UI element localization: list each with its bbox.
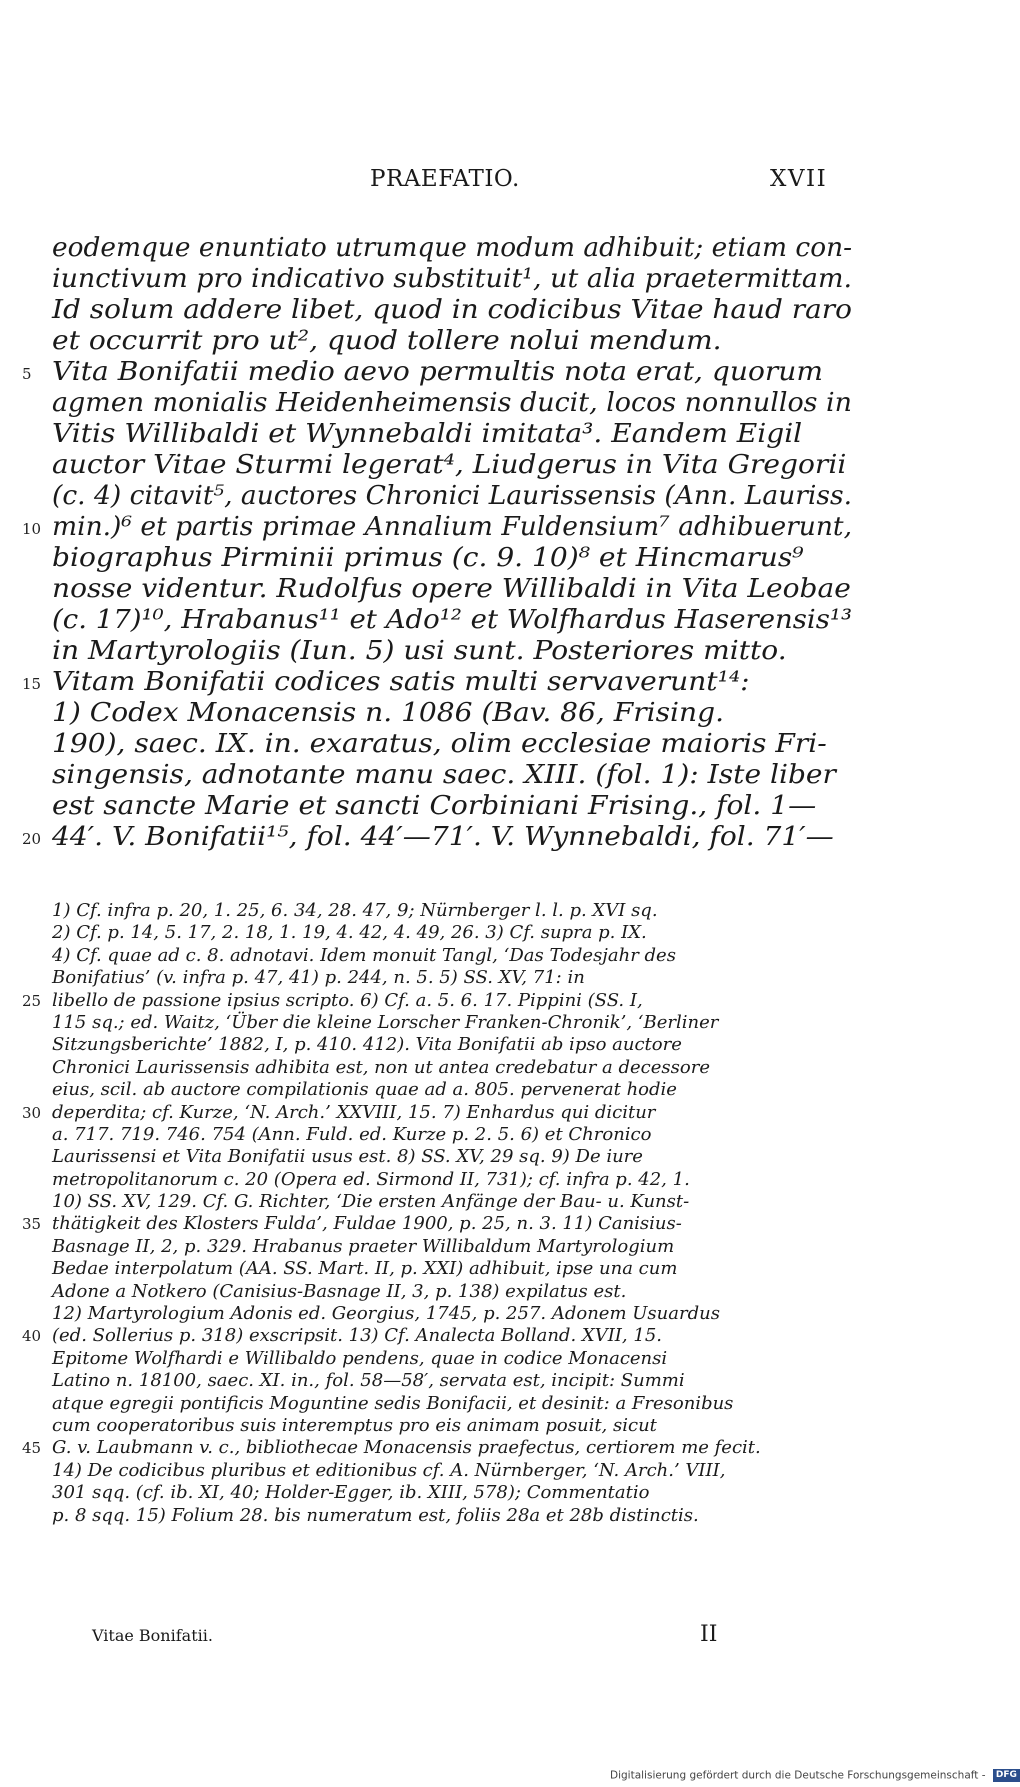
footnote-text: Basnage II, 2, p. 329. Hrabanus praeter Willibaldum Martyrologium [52,1235,675,1257]
text-line [52,419,852,450]
line-text: auctor Vitae Sturmi legerat⁴, Liudgerus in Vita Gregorii [52,450,847,480]
line-number: 30 [22,1103,42,1122]
footnote-line [52,900,852,922]
footnote-text: 2) Cf. p. 14, 5. 17, 2. 18, 1. 19, 4. 42, 4. 49, 26. 3) Cf. supra p. IX. [52,922,647,944]
footnote-line [52,1370,852,1392]
footnote-line [52,1034,852,1056]
main-text [22,233,853,853]
line-number: 15 [22,675,42,693]
footnote-line [52,1079,852,1101]
footnote-text: atque egregii pontificis Moguntine sedis Bonifacii, et desinit: a Fresonibus [52,1392,734,1414]
page-title: PRAEFATIO. [370,166,520,192]
line-text: (c. 17)¹⁰, Hrabanus¹¹ et Ado¹² et Wolfhardus Haserensis¹³ [52,605,852,635]
footnote-text: 10) SS. XV, 129. Cf. G. Richter, ‘Die ersten Anfänge der Bau- u. Kunst- [52,1191,690,1213]
line-text: agmen monialis Heidenheimensis ducit, locos nonnullos in [52,388,852,418]
footnote-text: p. 8 sqq. 15) Folium 28. bis numeratum est, foliis 28a et 28b distinctis. [52,1504,699,1526]
footnote-text: 12) Martyrologium Adonis ed. Georgius, 1745, p. 257. Adonem Usuardus [52,1303,720,1325]
text-line [52,264,852,295]
text-line [22,512,852,543]
footnote-line [52,1057,852,1079]
footnote-line [52,1124,852,1146]
line-text: 44′. V. Bonifatii¹⁵, fol. 44′—71′. V. Wynnebaldi, fol. 71′— [52,822,834,852]
footnote-text: Laurissensi et Vita Bonifatii usus est. 8) SS. XV, 29 sq. 9) De iure [52,1146,643,1168]
line-text: (c. 4) citavit⁵, auctores Chronici Laurissensis (Ann. Lauriss. [52,481,853,511]
footnote-line [22,1101,852,1124]
footnote-text: libello de passione ipsius scripto. 6) Cf. a. 5. 6. 17. Pippini (SS. I, [52,989,643,1011]
text-line [52,388,852,419]
line-number: 40 [22,1327,42,1346]
footnote-line [52,1505,852,1527]
line-number: 10 [22,520,42,538]
text-line [52,791,852,822]
line-text: Vitis Willibaldi et Wynnebaldi imitata³. Eandem Eigil [52,419,803,449]
line-text: nosse videntur. Rudolfus opere Willibaldi in Vita Leobae [52,574,851,604]
signature-mark: Vitae Bonifatii. [92,1626,213,1645]
line-text: 190), saec. IX. in. exaratus, olim ecclesiae maioris Fri- [52,729,827,759]
page-footer [0,1622,1000,1648]
line-text: in Martyrologiis (Iun. 5) usi sunt. Posteriores mitto. [52,636,787,666]
footnote-line [52,1348,852,1370]
footnote-line [22,1213,852,1235]
footnote-text: Bedae interpolatum (AA. SS. Mart. II, p. XXI) adhibuit, ipse una cum [52,1258,678,1280]
text-line [52,233,852,264]
line-number: 20 [22,830,42,848]
line-text: est sancte Marie et sancti Corbiniani Frising., fol. 1— [52,791,817,821]
line-number: 25 [22,991,42,1010]
footnote-line [52,1415,852,1437]
footnote-text: Epitome Wolfhardi e Willibaldo pendens, quae in codice Monacensi [52,1347,668,1369]
text-line [52,450,852,481]
footnote-line [22,989,852,1012]
footnote-line [52,1303,852,1325]
line-text: iunctivum pro indicativo substituit¹, ut alia praetermittam. [52,264,852,294]
footnote-line [52,1460,852,1482]
footnote-text: Latino n. 18100, saec. XI. in., fol. 58—58′, servata est, incipit: Summi [52,1370,685,1392]
footnote-text: 14) De codicibus pluribus et editionibus cf. A. Nürnberger, ‘N. Arch.’ VIII, [52,1459,726,1481]
line-text: eodemque enuntiato utrumque modum adhibuit; etiam con- [52,233,852,263]
footnote-text: metropolitanorum c. 20 (Opera ed. Sirmond II, 731); cf. infra p. 42, 1. [52,1168,690,1190]
footnote-text: 4) Cf. quae ad c. 8. adnotavi. Idem monuit Tangl, ‘Das Todesjahr des [52,944,676,966]
line-text: min.)⁶ et partis primae Annalium Fuldensium⁷ adhibuerunt, [52,512,852,542]
footnote-text: cum cooperatoribus suis interemptus pro eis animam posuit, sicut [52,1414,657,1436]
page-number: XVII [770,166,828,192]
text-line [52,543,852,574]
footnote-text: Adone a Notkero (Canisius-Basnage II, 3, p. 138) expilatus est. [52,1280,627,1302]
line-text: biographus Pirminii primus (c. 9. 10)⁸ et Hincmarus⁹ [52,543,804,573]
footnote-text: Bonifatius’ (v. infra p. 47, 41) p. 244, n. 5. 5) SS. XV, 71: in [52,967,585,989]
text-line [22,667,852,698]
footnote-text: 115 sq.; ed. Waitz, ‘Über die kleine Lorscher Franken-Chronik’, ‘Berliner [52,1011,719,1033]
footnote-line [52,922,852,944]
footnote-text: eius, scil. ab auctore compilationis quae ad a. 805. pervenerat hodie [52,1079,677,1101]
footnote-text: thätigkeit des Klosters Fulda’, Fuldae 1900, p. 25, n. 3. 11) Canisius- [52,1213,682,1235]
text-line [52,481,852,512]
footnote-line [52,1236,852,1258]
footnote-line [52,945,852,967]
line-text: Vita Bonifatii medio aevo permultis nota erat, quorum [52,357,823,387]
footnote-line [52,1169,852,1191]
line-number: 5 [22,365,32,383]
digitization-credit [610,1769,1020,1785]
footnotes [22,900,852,1527]
footnote-line [52,1191,852,1213]
footnote-text: (ed. Sollerius p. 318) exscripsit. 13) Cf. Analecta Bolland. XVII, 15. [52,1325,662,1347]
line-text: 1) Codex Monacensis n. 1086 (Bav. 86, Frising. [52,698,725,728]
footnote-line [52,1281,852,1303]
footnote-line [52,967,852,989]
footnote-line [22,1437,852,1459]
footnote-text: a. 717. 719. 746. 754 (Ann. Fuld. ed. Kurze p. 2. 5. 6) et Chronico [52,1123,652,1145]
text-line [52,698,852,729]
text-line [52,574,852,605]
line-number: 45 [22,1439,42,1458]
line-text: Vitam Bonifatii codices satis multi servaverunt¹⁴: [52,667,750,697]
text-line [52,729,852,760]
footnote-line [22,1325,852,1347]
footnote-text: 301 sqq. (cf. ib. XI, 40; Holder-Egger, ib. XIII, 578); Commentatio [52,1482,650,1504]
text-line [52,605,852,636]
line-text: singensis, adnotante manu saec. XIII. (fol. 1): Iste liber [52,760,836,790]
footnote-line [52,1393,852,1415]
footnote-text: 1) Cf. infra p. 20, 1. 25, 6. 34, 28. 47, 9; Nürnberger l. l. p. XVI sq. [52,900,658,921]
text-line [22,822,852,853]
text-line [52,295,852,326]
footnote-line [52,1482,852,1504]
gathering-number: II [700,1622,718,1647]
text-line [52,760,852,791]
running-header [0,166,1000,196]
line-text: et occurrit pro ut², quod tollere nolui mendum. [52,326,722,356]
footnote-line [52,1258,852,1280]
footnote-line [52,1146,852,1168]
credit-text: Digitalisierung gefördert durch die Deutsche Forschungsgemeinschaft - [610,1769,986,1782]
text-line [52,636,852,667]
line-text: Id solum addere libet, quod in codicibus Vitae haud raro [52,295,852,325]
footnote-text: Chronici Laurissensis adhibita est, non ut antea credebatur a decessore [52,1056,710,1078]
text-line [52,326,852,357]
line-number: 35 [22,1215,42,1234]
footnote-text: Sitzungsberichte’ 1882, I, p. 410. 412). Vita Bonifatii ab ipso auctore [52,1034,682,1056]
footnote-text: deperdita; cf. Kurze, ‘N. Arch.’ XXVIII, 15. 7) Enhardus qui dicitur [52,1101,656,1123]
footnote-text: G. v. Laubmann v. c., bibliothecae Monacensis praefectus, certiorem me fecit. [52,1437,761,1459]
text-line [22,357,852,388]
footnote-line [52,1012,852,1034]
dfg-logo: DFG [993,1769,1020,1782]
